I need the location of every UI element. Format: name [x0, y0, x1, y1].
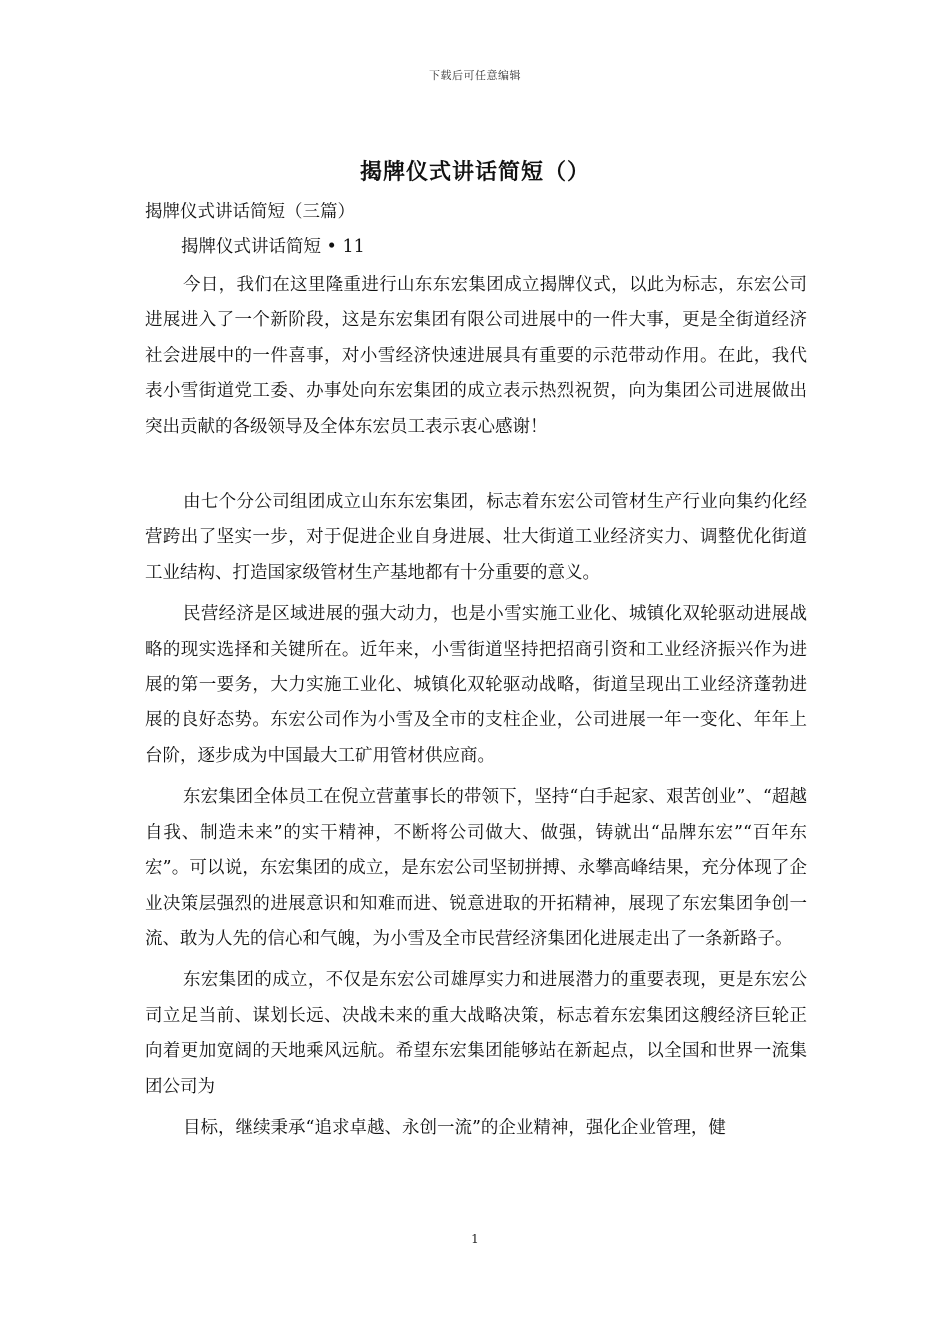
paragraph: 今日，我们在这里隆重进行山东东宏集团成立揭牌仪式，以此为标志，东宏公司进展进入了一个新阶段，这是东宏集团有限公司进展中的一件大事，更是全街道经济社会进展中的一件喜事，对小雪经济快速进展具有重要的示范带动作用。在此，我代表小雪街道党工委、办事处向东宏集团的成立表示热烈祝贺，向为集团公司进展做出突出贡献的各级领导及全体东宏员工表示衷心感谢！	[145, 275, 807, 437]
paragraph: 东宏集团的成立，不仅是东宏公司雄厚实力和进展潜力的重要表现，更是东宏公司立足当前、谋划长远、决战未来的重大战略决策，标志着东宏集团这艘经济巨轮正向着更加宽阔的天地乘风远航。希望东宏集团能够站在新起点，以全国和世界一流集团公司为	[145, 970, 807, 1097]
paragraph: 东宏集团全体员工在倪立营董事长的带领下，坚持“白手起家、艰苦创业”、“超越自我、制造未来”的实干精神，不断将公司做大、做强，铸就出“品牌东宏”“百年东宏”。可以说，东宏集团的成立，是东宏公司坚韧拼搏、永攀高峰结果，充分体现了企业决策层强烈的进展意识和知难而进、锐意进取的开拓精神，展现了东宏集团争创一流、敢为人先的信心和气魄，为小雪及全市民营经济集团化进展走出了一条新路子。	[145, 787, 807, 949]
paragraph: 由七个分公司组团成立山东东宏集团，标志着东宏公司管材生产行业向集约化经营跨出了坚实一步，对于促进企业自身进展、壮大街道工业经济实力、调整优化街道工业结构、打造国家级管材生产基地都有十分重要的意义。	[145, 492, 807, 583]
page-number: 1	[471, 1232, 479, 1246]
paragraph: 目标，继续秉承“追求卓越、永创一流”的企业精神，强化企业管理，健	[183, 1117, 726, 1138]
document-subtitle: 揭牌仪式讲话简短（三篇）	[145, 202, 355, 222]
paragraph-gap	[145, 445, 807, 479]
document-body	[145, 198, 807, 1146]
paragraph: 民营经济是区域进展的强大动力，也是小雪实施工业化、城镇化双轮驱动进展战略的现实选择和关键所在。近年来，小雪街道坚持把招商引资和工业经济振兴作为进展的第一要务，大力实施工业化、城镇化双轮驱动战略，街道呈现出工业经济蓬勃进展的良好态势。东宏公司作为小雪及全市的支柱企业，公司进展一年一变化、年年上台阶，逐步成为中国最大工矿用管材供应商。	[145, 604, 807, 766]
section-heading: 揭牌仪式讲话简短 • 11	[181, 237, 365, 257]
document-title: 揭牌仪式讲话简短（）	[359, 159, 590, 185]
header-note: 下载后可任意编辑	[429, 69, 521, 82]
